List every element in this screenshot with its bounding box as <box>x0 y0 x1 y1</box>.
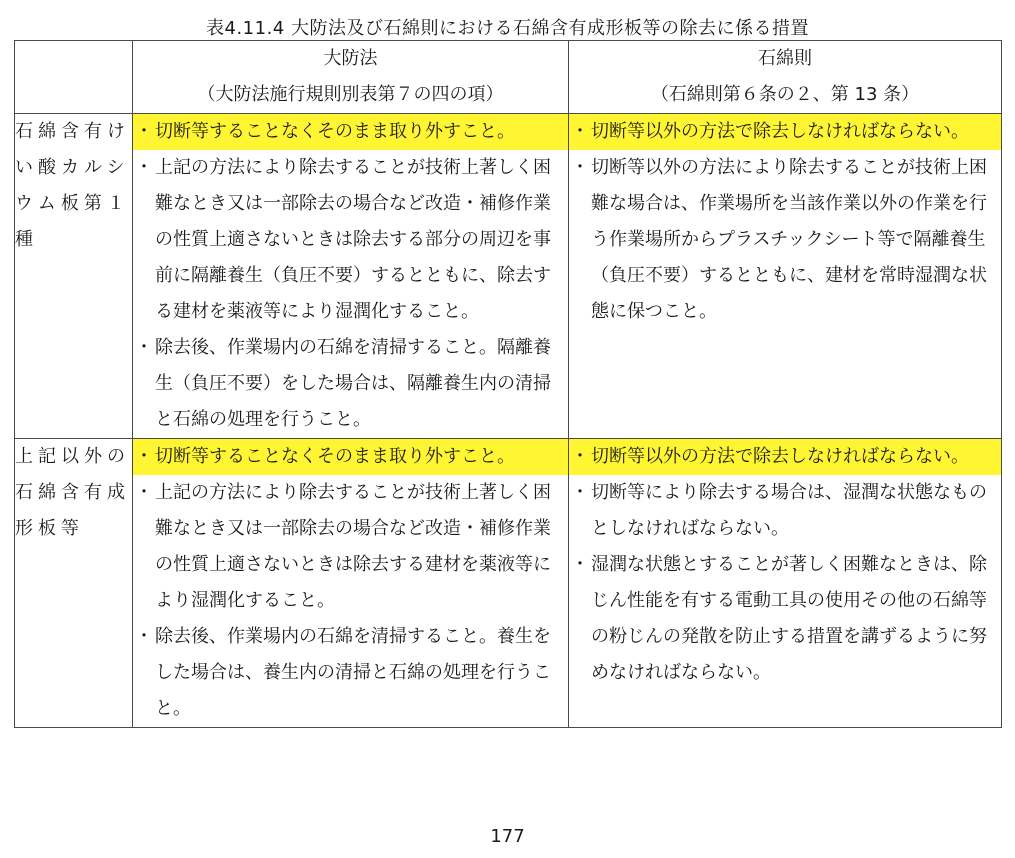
bullet-mark: ・ <box>569 439 591 475</box>
measure-item <box>569 475 1001 547</box>
table-header-row <box>15 41 1002 114</box>
bullet-mark: ・ <box>135 157 153 178</box>
measure-item <box>133 475 568 619</box>
bullet-mark: ・ <box>571 554 589 575</box>
page-number: 177 <box>490 826 525 847</box>
right-measures-cell <box>569 439 1002 728</box>
row-label: 石綿含有けい酸カルシウム板第１種 <box>15 114 133 439</box>
measures-table <box>14 40 1002 728</box>
measure-text: 除去後、作業場内の石綿を清掃すること。隔離養生（負圧不要）をした場合は、隔離養生内の清掃と石綿の処理を行うこと。 <box>155 337 551 430</box>
table-caption: 表4.11.4 大防法及び石綿則における石綿含有成形板等の除去に係る措置 <box>206 18 809 39</box>
row-label: 上記以外の石綿含有成形板等 <box>15 439 133 728</box>
measure-item <box>569 547 1001 691</box>
measure-item <box>569 439 1001 475</box>
table-row <box>15 439 1002 728</box>
highlighted-measure-text: 切断等以外の方法で除去しなければならない。 <box>591 114 1001 150</box>
measure-item <box>569 150 1001 330</box>
right-measures-cell <box>569 114 1002 439</box>
measure-text: 除去後、作業場内の石綿を清掃すること。養生をした場合は、養生内の清掃と石綿の処理を行うこと。 <box>155 626 551 719</box>
measure-text: 湿潤な状態とすることが著しく困難なときは、除じん性能を有する電動工具の使用その他の石綿等の粉じんの発散を防止する措置を講ずるように努めなければならない。 <box>591 554 987 683</box>
header-right-cell <box>569 41 1002 114</box>
header-left-subtitle: （大防法施行規則別表第７の四の項） <box>197 84 504 105</box>
table-row <box>15 114 1002 439</box>
bullet-mark: ・ <box>135 626 153 647</box>
left-measures-cell <box>133 439 569 728</box>
measure-text: 切断等により除去する場合は、湿潤な状態なものとしなければならない。 <box>591 482 987 539</box>
bullet-mark: ・ <box>571 157 589 178</box>
table-body <box>15 114 1002 728</box>
bullet-mark: ・ <box>133 114 155 150</box>
bullet-mark: ・ <box>569 114 591 150</box>
left-measures-cell <box>133 114 569 439</box>
measure-item <box>133 439 568 475</box>
header-right-title: 石綿則 <box>758 48 812 69</box>
header-left-cell <box>133 41 569 114</box>
measure-text: 上記の方法により除去することが技術上著しく困難なとき又は一部除去の場合など改造・補修作業の性質上適さないときは除去する部分の周辺を事前に隔離養生（負圧不要）するとともに、除去する建材を薬液等により湿潤化すること。 <box>155 157 551 322</box>
header-right-subtitle: （石綿則第６条の２、第 13 条） <box>650 84 920 105</box>
highlighted-measure-text: 切断等することなくそのまま取り外すこと。 <box>155 114 568 150</box>
measure-item <box>569 114 1001 150</box>
header-empty-cell <box>15 41 133 114</box>
bullet-mark: ・ <box>135 337 153 358</box>
measure-text: 切断等以外の方法により除去することが技術上困難な場合は、作業場所を当該作業以外の作業を行う作業場所からプラスチックシート等で隔離養生（負圧不要）するとともに、建材を常時湿潤な状態に保つこと。 <box>591 157 987 322</box>
highlighted-measure-text: 切断等以外の方法で除去しなければならない。 <box>591 439 1001 475</box>
header-left-title: 大防法 <box>323 48 378 69</box>
measure-item <box>133 114 568 150</box>
measure-text: 上記の方法により除去することが技術上著しく困難なとき又は一部除去の場合など改造・補修作業の性質上適さないときは除去する建材を薬液等により湿潤化すること。 <box>155 482 551 611</box>
bullet-mark: ・ <box>571 482 589 503</box>
measure-item <box>133 330 568 438</box>
measure-item <box>133 150 568 330</box>
measure-item <box>133 619 568 727</box>
bullet-mark: ・ <box>133 439 155 475</box>
highlighted-measure-text: 切断等することなくそのまま取り外すこと。 <box>155 439 568 475</box>
bullet-mark: ・ <box>135 482 153 503</box>
